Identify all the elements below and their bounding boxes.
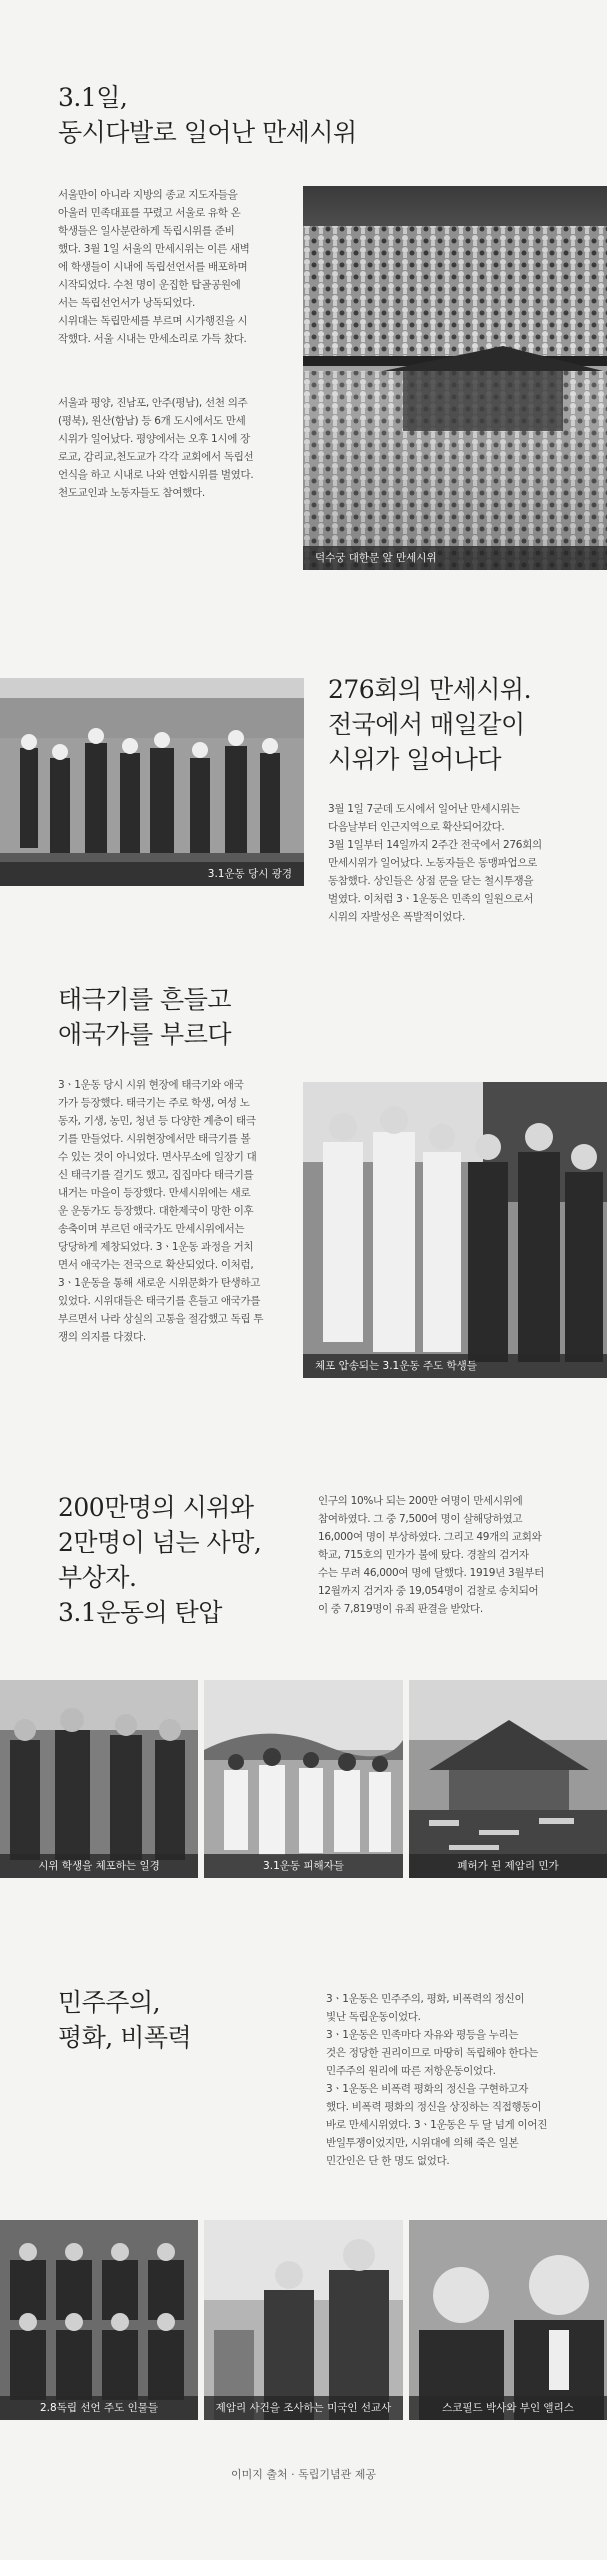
section4-photo-3 — [409, 1680, 607, 1878]
section5-photo-1 — [0, 2220, 198, 2420]
section5-photo-3-caption: 스코필드 박사와 부인 앨리스 — [409, 2396, 607, 2420]
arrested-students-image — [303, 1082, 607, 1378]
section4-photo-1-caption: 시위 학생을 체포하는 일경 — [0, 1854, 198, 1878]
section4-photo-1 — [0, 1680, 198, 1878]
independence-leaders-image — [0, 2220, 198, 2420]
section5-photo-1-caption: 2.8독립 선언 주도 인물들 — [0, 2396, 198, 2420]
section1-photo-caption: 덕수궁 대한문 앞 만세시위 — [303, 546, 607, 570]
section4-photo-2 — [204, 1680, 403, 1878]
street-scene-image — [0, 678, 304, 886]
schofield-couple-image — [409, 2220, 607, 2420]
section4-paragraph: 인구의 10%나 되는 200만 여명이 만세시위에 참여하였다. 그 중 7,500여 명이 살해당하였고 16,000여 명이 부상하였다. 그리고 49개의 교회와 학교, 715호의 민가가 불에 탔다. 경찰의 검거자 수는 무려 46,000여 명에 달했다. 1919년 3월부터 12월까지 검거자 중 19,054명이 검찰로 송치되어 이 중 7,819명이 유죄 판결을 받았다. — [318, 1495, 544, 1615]
section2-photo — [0, 678, 304, 886]
missionary-investigation-image — [204, 2220, 403, 2420]
section3-paragraph: 3ㆍ1운동 당시 시위 현장에 태극기와 애국 가가 등장했다. 태극기는 주로 학생, 여성 노 동자, 기생, 농민, 청년 등 다양한 계층이 태극 기를 만들었다. 시위현장에서만 태극기를 볼 수 있는 것이 아니었다. 면사무소에 일장기 대 신 태극기를 걸기도 했고, 집집마다 태극기를 내거는 마을이 등장했다. 만세시위에는 새로 운 운동가도 등장했다. 대한제국이 망한 이후 송축이며 부르던 애국가도 만세시위에서는 당당하게 제창되었다. 3ㆍ1운동 과정을 거치 면서 애국가는 전국으로 확산되었다. 이처럼, 3ㆍ1운동을 통해 새로운 시위문화가 탄생하고 있었다. 시위대들은 태극기를 흔들고 애국가를 부르면서 나라 상실의 고통을 절감했고 독립 투 쟁의 의지를 다졌다. — [58, 1079, 264, 1343]
section4-photo-2-caption: 3.1운동 피해자들 — [204, 1854, 403, 1878]
section3-photo — [303, 1082, 607, 1378]
section2-paragraph: 3월 1일 7군데 도시에서 일어난 만세시위는 다음날부터 인근지역으로 확산되어갔다. 3월 1일부터 14일까지 2주간 전국에서 276회의 만세시위가 일어났다. 노동자들은 동맹파업으로 동참했다. 상인들은 상점 문을 닫는 철시투쟁을 벌였다. 이처럼 3ㆍ1운동은 민족의 일원으로서 시위의 자발성은 폭발적이었다. — [328, 803, 542, 923]
section5-title: 민주주의, 평화, 비폭력 — [58, 1988, 192, 2052]
crowd-photo-image — [303, 186, 607, 570]
section3-title: 태극기를 흔들고 애국가를 부르다 — [58, 985, 231, 1049]
image-credit: 이미지 출처 · 독립기념관 제공 — [231, 2468, 376, 2481]
section4-title: 200만명의 시위와 2만명이 넘는 사망, 부상자. 3.1운동의 탄압 — [58, 1493, 262, 1627]
section2-photo-caption: 3.1운동 당시 광경 — [0, 862, 304, 886]
section5-photo-2 — [204, 2220, 403, 2420]
section3-photo-caption: 체포 압송되는 3.1운동 주도 학생들 — [303, 1354, 607, 1378]
section4-photo-3-caption: 폐허가 된 제암리 민가 — [409, 1854, 607, 1878]
section5-paragraph: 3ㆍ1운동은 민주주의, 평화, 비폭력의 정신이 빛난 독립운동이었다. 3ㆍ1운동은 민족마다 자유와 평등을 누리는 것은 정당한 권리이므로 마땅히 독립해야 한다는 민주주의 원리에 따른 저항운동이었다. 3ㆍ1운동은 비폭력 평화의 정신을 구현하고자 했다. 비폭력 평화의 정신을 상징하는 직접행동이 바로 만세시위였다. 3ㆍ1운동은 두 달 넘게 이어진 반일투쟁이었지만, 시위대에 의해 죽은 일본 민간인은 단 한 명도 없었다. — [326, 1993, 548, 2167]
section5-photo-3 — [409, 2220, 607, 2420]
section2-title: 276회의 만세시위. 전국에서 매일같이 시위가 일어나다 — [328, 675, 532, 774]
section1-paragraph1: 서울만이 아니라 지방의 종교 지도자들을 아울러 민족대표를 꾸렸고 서울로 유학 온 학생들은 일사분란하게 독립시위를 준비 했다. 3월 1일 서울의 만세시위는 이른 새벽 에 학생들이 시내에 독립선언서를 배포하며 시작되었다. 수천 명이 운집한 탑골공원에 서는 독립선언서가 낭독되었다. 시위대는 독립만세를 부르며 시가행진을 시 작했다. 서울 시내는 만세소리로 가득 찼다. — [58, 189, 250, 345]
section1-title: 3.1일, 동시다발로 일어난 만세시위 — [58, 83, 357, 147]
section5-photo-2-caption: 제암리 사건을 조사하는 미국인 선교사 — [204, 2396, 403, 2420]
police-arrest-image — [0, 1680, 198, 1878]
section1-paragraph2: 서울과 평양, 진남포, 안주(평남), 선천 의주 (평북), 원산(함남) 등 6개 도시에서도 만세 시위가 일어났다. 평양에서는 오후 1시에 장 로교, 감리교,천도교가 각각 교회에서 독립선 언식을 하고 시내로 나와 연합시위를 벌였다. 천도교인과 노동자들도 참여했다. — [58, 397, 254, 499]
ruined-house-image — [409, 1680, 607, 1878]
victims-group-image — [204, 1680, 403, 1878]
section1-photo — [303, 186, 607, 570]
